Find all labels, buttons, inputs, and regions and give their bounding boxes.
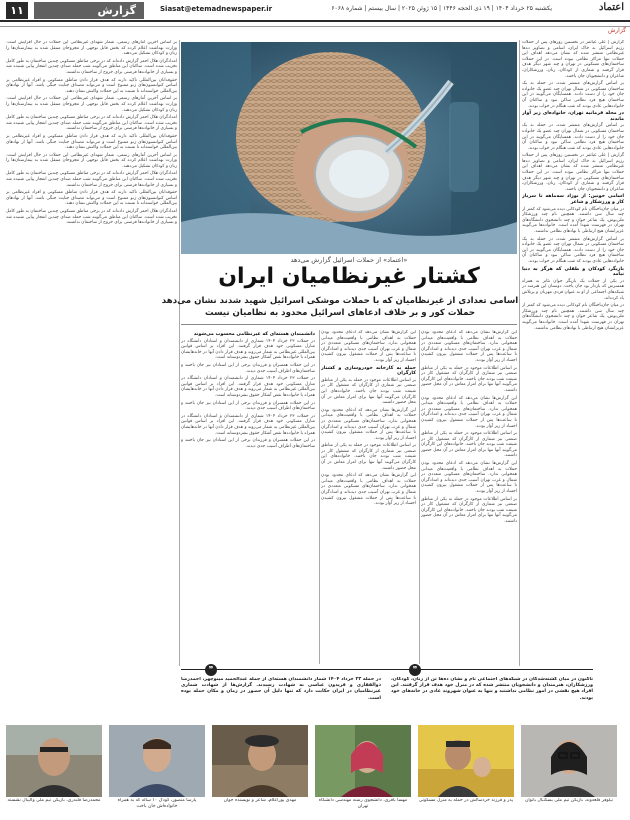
left-paragraph-4: بر اساس آخرین آمارهای رسمی، شمار شهدای غیرنظامی این حملات در حال افزایش است. وزارت بهداشت اعلام کرده که بخش قابل توجهی از مجروحان منتقل شده به بیمارستان‌ها را زنان و کودکان تشکیل می‌دهند. [6, 96, 177, 113]
portrait-young-man-photo [6, 725, 102, 797]
subheading-farmanieh: در محله فرمانیه تهران، خانواده‌ای زیر آوار ماندند [522, 111, 624, 122]
body-paragraph-6: در میان جان‌باختگان نام کودکانی دیده می‌شود که کمتر از چند سال سن داشتند. همچنین نام چند ورزشکار ملی‌پوش، یک شاعر جوان و چند دانشجوی دانشگاه‌های تهران در فهرست شهدا آمده است. خانواده‌ها می‌گویند عزیزانشان هیچ ارتباطی با نهادهای نظامی نداشتند. [522, 303, 624, 331]
left-paragraph-3: حقوقدانان بین‌المللی تاکید دارند که هدف قرار دادن مناطق مسکونی و افراد غیرنظامی بر اساس کنوانسیون‌های ژنو ممنوع است و می‌تواند مصداق جنایت جنگی باشد. آنها از نهادهای بین‌المللی خواسته‌اند تا نسبت به این حملات واکنش نشان دهند. [6, 77, 177, 94]
subheading-scientists: دانشمندان هسته‌ای که غیرنظامی محسوب می‌شوند [193, 332, 315, 337]
column-divider [179, 40, 180, 666]
mid-paragraph-4: بر اساس اطلاعات موجود در حمله به یکی از مناطق صنعتی نیز شماری از کارگران که مشغول کار در شیفت شب بودند جان باختند. خانواده‌های این کارگران می‌گویند آنها تنها برای امرار معاش در آن محل حضور داشتند. [421, 431, 517, 459]
left-paragraph-6: حقوقدانان بین‌المللی تاکید دارند که هدف قرار دادن مناطق مسکونی و افراد غیرنظامی بر اساس کنوانسیون‌های ژنو ممنوع است و می‌تواند مصداق جنایت جنگی باشد. آنها از نهادهای بین‌المللی خواسته‌اند تا نسبت به این حملات واکنش نشان دهند. [6, 133, 177, 151]
mid-paragraph-2: بر اساس اطلاعات موجود در حمله به یکی از مناطق صنعتی نیز شماری از کارگران که مشغول کار در شیفت شب بودند جان باختند. خانواده‌های این کارگران می‌گویند آنها تنها برای امرار معاش در آن محل حضور داشتند. [421, 365, 517, 393]
body-paragraph-3: در میان جان‌باختگان نام کودکانی دیده می‌شود که کمتر از چند سال سن داشتند. همچنین نام چند ورزشکار ملی‌پوش، یک شاعر جوان و چند دانشجوی دانشگاه‌های تهران در فهرست شهدا آمده است. خانواده‌ها می‌گویند عزیزانشان هیچ ارتباطی با نهادهای نظامی نداشتند. [522, 206, 624, 234]
subheadline-line-1: اسامی تعدادی از غیرنظامیان که با حملات موشکی اسرائیل شهید شدند نشان می‌دهد [161, 296, 519, 306]
injured-child-oxygen-mask-photo [181, 42, 517, 254]
right-text-column [522, 40, 624, 666]
subheading-factory: حمله به کارخانه خودروسازی و کشتار کارگران [321, 365, 416, 377]
left-paragraph-5: امدادگران هلال احمر گزارش داده‌اند که در برخی مناطق مسکونی چندین ساختمان به طور کامل تخریب شده است. ساکنان این مناطق می‌گویند شب حمله صدای چندین انفجار پیاپی شنیده شد و بسیاری از خانواده‌ها فرصتی برای خروج از ساختمان نداشتند. [6, 115, 177, 132]
subheadline [160, 296, 520, 319]
portrait-caption: پدر و فرزند خردسالش در حمله به منزل مسکونی [418, 798, 514, 803]
page-kicker: گزارش [607, 27, 626, 34]
subheadline-line-2: حملات کور و بر خلاف ادعاهای اسرائیل محدود به نظامیان نیست [204, 307, 476, 318]
column-divider [319, 330, 320, 664]
mid-paragraph-1: این گزارش‌ها نشان می‌دهد که ادعای محدود بودن حملات به اهداف نظامی با واقعیت‌های میدانی همخوانی ندارد. ساختمان‌های مسکونی متعددی در شمال و غرب تهران آسیب جدی دیده‌اند و امدادگران تا ساعت‌ها پس از حملات مشغول بیرون کشیدن اجساد از زیر آوار بودند. [421, 330, 517, 363]
headline-rule [181, 324, 517, 325]
left-text-column [6, 40, 177, 720]
body-paragraph: بر اساس گزارش‌های منتشر شده، در حمله به یک ساختمان مسکونی در شمال تهران چند عضو یک خانواده جان خود را از دست دادند. همسایگان می‌گویند در این ساختمان هیچ فرد نظامی ساکن نبود و ساکنان آن خانواده‌هایی عادی بودند که شب هنگام در خواب بودند. [522, 123, 624, 151]
portrait-caption: پارسا منصور، کودک ۱۰ ساله که به همراه خانواده‌اش جان باخت [117, 798, 197, 809]
left-paragraph-8: امدادگران هلال احمر گزارش داده‌اند که در برخی مناطق مسکونی چندین ساختمان به طور کامل تخریب شده است. ساکنان این مناطق می‌گویند شب حمله صدای چندین انفجار پیاپی شنیده شد و بسیاری از خانواده‌ها فرصتی برای خروج از ساختمان نداشتند. [6, 171, 177, 188]
portrait-card [212, 725, 308, 817]
quote-icon: ❞ [205, 664, 217, 676]
portrait-caption: نیلوفر قلعه‌وند، بازیکن تیم ملی بسکتبال بانوان [525, 798, 613, 803]
portrait-man-with-child-photo [418, 725, 514, 797]
portrait-young-woman-photo [315, 725, 411, 797]
column-divider [519, 40, 520, 666]
portrait-card [6, 725, 102, 817]
scientists-paragraph-1: در حملات ۲۳ خرداد ۱۴۰۴ شماری از دانشمندان و استادان دانشگاه در منازل مسکونی خود هدف قرار گرفتند. این افراد بر اساس قوانین بین‌المللی غیرنظامی به شمار می‌روند و هدف قرار دادن آنها در خانه‌هایشان همراه با خانواده‌ها نقض آشکار حقوق بشردوستانه است. [181, 338, 315, 361]
highlight-text-right: تاکنون در میان کشته‌شدگان در شبکه‌های اجتماعی نام و نشان ده‌ها تن از زنان، کودکان، ورزشکاران، هنرمندان و دانشجویان منتشر شده که در منزل خود هدف قرار گرفتند. این افراد هیچ نقشی در امور نظامی نداشتند و تنها به عنوان شهروند عادی در خانه‌های خود بودند. [391, 677, 593, 701]
center-paragraph-4: بر اساس اطلاعات موجود در حمله به یکی از مناطق صنعتی نیز شماری از کارگران که مشغول کار در شیفت شب بودند جان باختند. خانواده‌های این کارگران می‌گویند آنها تنها برای امرار معاش در آن محل حضور داشتند. [321, 443, 416, 471]
scientists-paragraph-5: در حملات ۲۳ خرداد ۱۴۰۴ شماری از دانشمندان و استادان دانشگاه در منازل مسکونی خود هدف قرار گرفتند. این افراد بر اساس قوانین بین‌المللی غیرنظامی به شمار می‌روند و هدف قرار دادن آنها در خانه‌هایشان همراه با خانواده‌ها نقض آشکار حقوق بشردوستانه است. [181, 413, 315, 436]
center-paragraph-5: این گزارش‌ها نشان می‌دهد که ادعای محدود بودن حملات به اهداف نظامی با واقعیت‌های میدانی همخوانی ندارد. ساختمان‌های مسکونی متعددی در شمال و غرب تهران آسیب جدی دیده‌اند و امدادگران تا ساعت‌ها پس از حملات مشغول بیرون کشیدن اجساد از زیر آوار بودند. [321, 473, 416, 507]
newspaper-logo: اعتماد [598, 2, 624, 13]
intro-paragraph: گزارش | علی غیاثفر در نخستین روزهای پس از حملات رژیم اسرائیل به خاک ایران، اسامی و تصاویر ده‌ها غیرنظامی منتشر شده که نشان می‌دهد اهداف این حملات تنها مراکز نظامی نبوده است. در این حملات ساختمان‌های مسکونی در تهران و چند شهر دیگر هدف قرار گرفتند و شماری از کودکان، زنان، ورزشکاران، شاعران و دانشجویان جان باختند. [522, 40, 624, 79]
portrait-caption: مهسا باقری، دانشجوی رشته مهندسی دانشگاه تهران [318, 798, 408, 809]
column-divider [419, 330, 420, 664]
portrait-boy-photo [109, 725, 205, 797]
highlight-text-left: در حمله ۲۳ خرداد ۱۴۰۴ شمار دانشمندان هسته‌ای از جمله عبدالحمید مینوچهر، احمدرضا ذوالفقاری و فریدون عباسی به شهادت رسیدند. گزارش‌ها از شهادت شماری غیرنظامیان در ایران حکایت دارد که تنها دلیل آن حضور در زمان و مکان حمله بوده است. [181, 677, 381, 701]
portrait-card [109, 725, 205, 817]
left-paragraph-9: حقوقدانان بین‌المللی تاکید دارند که هدف قرار دادن مناطق مسکونی و افراد غیرنظامی بر اساس کنوانسیون‌های ژنو ممنوع است و می‌تواند مصداق جنایت جنگی باشد. آنها از نهادهای بین‌المللی خواسته‌اند تا نسبت به این حملات واکنش نشان دهند. [6, 190, 177, 207]
victims-portrait-row [6, 725, 624, 817]
middle-center-column [321, 330, 416, 664]
center-paragraph-1: این گزارش‌ها نشان می‌دهد که ادعای محدود بودن حملات به اهداف نظامی با واقعیت‌های میدانی همخوانی ندارد. ساختمان‌های مسکونی متعددی در شمال و غرب تهران آسیب جدی دیده‌اند و امدادگران تا ساعت‌ها پس از حملات مشغول بیرون کشیدن اجساد از زیر آوار بودند. [321, 330, 416, 363]
portrait-man-beret-photo [212, 725, 308, 797]
headline: کشتار غیرنظامیان ایران [218, 264, 480, 289]
subheading-actor: بازیگر، کودکان و طفلی که هرگز به دنیا نیامد [522, 266, 624, 278]
highlight-box [181, 665, 593, 719]
center-paragraph-3: این گزارش‌ها نشان می‌دهد که ادعای محدود بودن حملات به اهداف نظامی با واقعیت‌های میدانی همخوانی ندارد. ساختمان‌های مسکونی متعددی در شمال و غرب تهران آسیب جدی دیده‌اند و امدادگران تا ساعت‌ها پس از حملات مشغول بیرون کشیدن اجساد از زیر آوار بودند. [321, 407, 416, 441]
left-paragraph-1: بر اساس آخرین آمارهای رسمی، شمار شهدای غیرنظامی این حملات در حال افزایش است. وزارت بهداشت اعلام کرده که بخش قابل توجهی از مجروحان منتقل شده به بیمارستان‌ها را زنان و کودکان تشکیل می‌دهند. [6, 40, 177, 57]
left-paragraph-2: امدادگران هلال احمر گزارش داده‌اند که در برخی مناطق مسکونی چندین ساختمان به طور کامل تخریب شده است. ساکنان این مناطق می‌گویند شب حمله صدای چندین انفجار پیاپی شنیده شد و بسیاری از خانواده‌ها فرصتی برای خروج از ساختمان نداشتند. [6, 58, 177, 75]
mid-paragraph-5: این گزارش‌ها نشان می‌دهد که ادعای محدود بودن حملات به اهداف نظامی با واقعیت‌های میدانی همخوانی ندارد. ساختمان‌های مسکونی متعددی در شمال و غرب تهران آسیب جدی دیده‌اند و امدادگران تا ساعت‌ها پس از حملات مشغول بیرون کشیدن اجساد از زیر آوار بودند. [421, 461, 517, 495]
portrait-card [418, 725, 514, 817]
body-paragraph-4: بر اساس گزارش‌های منتشر شده، در حمله به یک ساختمان مسکونی در شمال تهران چند عضو یک خانواده جان خود را از دست دادند. همسایگان می‌گویند در این ساختمان هیچ فرد نظامی ساکن نبود و ساکنان آن خانواده‌هایی عادی بودند که شب هنگام در خواب بودند. [522, 236, 624, 264]
portrait-card [315, 725, 411, 817]
quote-icon: ❞ [409, 664, 421, 676]
portrait-caption: مهدی پوراعلام، شاعر و نویسنده جوان [223, 798, 297, 803]
body-paragraph-2: گزارش | علی غیاثفر در نخستین روزهای پس از حملات رژیم اسرائیل به خاک ایران، اسامی و تصاویر ده‌ها غیرنظامی منتشر شده که نشان می‌دهد اهداف این حملات تنها مراکز نظامی نبوده است. در این حملات ساختمان‌های مسکونی در تهران و چند شهر دیگر هدف قرار گرفتند و شماری از کودکان، زنان، ورزشکاران، شاعران و دانشجویان جان باختند. [522, 153, 624, 192]
mid-paragraph-6: بر اساس اطلاعات موجود در حمله به یکی از مناطق صنعتی نیز شماری از کارگران که مشغول کار در شیفت شب بودند جان باختند. خانواده‌های این کارگران می‌گویند آنها تنها برای امرار معاش در آن محل حضور داشتند. [421, 496, 517, 524]
subheading-names: اسامی خونین: از نوزاد سه‌ماهه تا سرباز کار و ورزشکار و شاعر [522, 194, 624, 206]
portrait-card [521, 725, 617, 817]
mid-paragraph-3: این گزارش‌ها نشان می‌دهد که ادعای محدود بودن حملات به اهداف نظامی با واقعیت‌های میدانی همخوانی ندارد. ساختمان‌های مسکونی متعددی در شمال و غرب تهران آسیب جدی دیده‌اند و امدادگران تا ساعت‌ها پس از حملات مشغول بیرون کشیدن اجساد از زیر آوار بودند. [421, 395, 517, 429]
scientists-paragraph-4: در این حملات همسران و فرزندان برخی از این استادان نیز جان باختند و ساختمان‌های اطراف آسیب جدی دیدند. [181, 400, 315, 412]
scientists-paragraph-6: در این حملات همسران و فرزندان برخی از این استادان نیز جان باختند و ساختمان‌های اطراف آسیب جدی دیدند. [181, 438, 315, 449]
masthead-bar [0, 0, 630, 22]
header-rule [0, 26, 630, 27]
center-paragraph-2: بر اساس اطلاعات موجود در حمله به یکی از مناطق صنعتی نیز شماری از کارگران که مشغول کار در شیفت شب بودند جان باختند. خانواده‌های این کارگران می‌گویند آنها تنها برای امرار معاش در آن محل حضور داشتند. [321, 377, 416, 406]
body-paragraph-5: در یکی از حملات یک بازیگر جوان تئاتر به همراه همسرش که باردار بود جان باخت. دوستان این هنرمند در شبکه‌های اجتماعی از او به عنوان فردی مهربان و پرتلاش یاد کرده‌اند. [522, 278, 624, 301]
date-line: یکشنبه ۲۵ خرداد ۱۴۰۴ | ۱۹ ذی الحجه ۱۴۴۶ | ۱۵ ژوئن ۲۰۲۵ | سال بیستم | شماره ۶۰۶۸ [331, 5, 552, 12]
scientists-paragraph-3: در حملات ۲۳ خرداد ۱۴۰۴ شماری از دانشمندان و استادان دانشگاه در منازل مسکونی خود هدف قرار گرفتند. این افراد بر اساس قوانین بین‌المللی غیرنظامی به شمار می‌روند و هدف قرار دادن آنها در خانه‌هایشان همراه با خانواده‌ها نقض آشکار حقوق بشردوستانه است. [181, 376, 315, 398]
photo-kicker: «اعتماد» از حملات اسرائیل گزارش می‌دهد [290, 256, 408, 264]
portrait-woman-glasses-photo [521, 725, 617, 797]
left-paragraph-7: بر اساس آخرین آمارهای رسمی، شمار شهدای غیرنظامی این حملات در حال افزایش است. وزارت بهداشت اعلام کرده که بخش قابل توجهی از مجروحان منتقل شده به بیمارستان‌ها را زنان و کودکان تشکیل می‌دهند. [6, 152, 177, 169]
page-number: ۱۱ [6, 2, 28, 19]
email-address[interactable]: Siasat@etemadnewspaper.ir [160, 5, 273, 13]
section-label: گزارش [34, 2, 144, 19]
intro-paragraph-repeat: بر اساس گزارش‌های منتشر شده، در حمله به یک ساختمان مسکونی در شمال تهران چند عضو یک خانواده جان خود را از دست دادند. همسایگان می‌گویند در این ساختمان هیچ فرد نظامی ساکن نبود و ساکنان آن خانواده‌هایی عادی بودند که شب هنگام در خواب بودند. [522, 81, 624, 109]
portrait-caption: محمدرضا قلندری، بازیکن تیم ملی والیبال نشسته [7, 798, 101, 803]
scientists-paragraph-2: در این حملات همسران و فرزندان برخی از این استادان نیز جان باختند و ساختمان‌های اطراف آسیب جدی دیدند. [181, 362, 315, 374]
middle-right-column [421, 330, 517, 664]
middle-left-column [181, 330, 315, 664]
left-paragraph-10: امدادگران هلال احمر گزارش داده‌اند که در برخی مناطق مسکونی چندین ساختمان به طور کامل تخریب شده است. ساکنان این مناطق می‌گویند شب حمله صدای چندین انفجار پیاپی شنیده شد و بسیاری از خانواده‌ها فرصتی برای خروج از ساختمان نداشتند. [6, 209, 177, 226]
